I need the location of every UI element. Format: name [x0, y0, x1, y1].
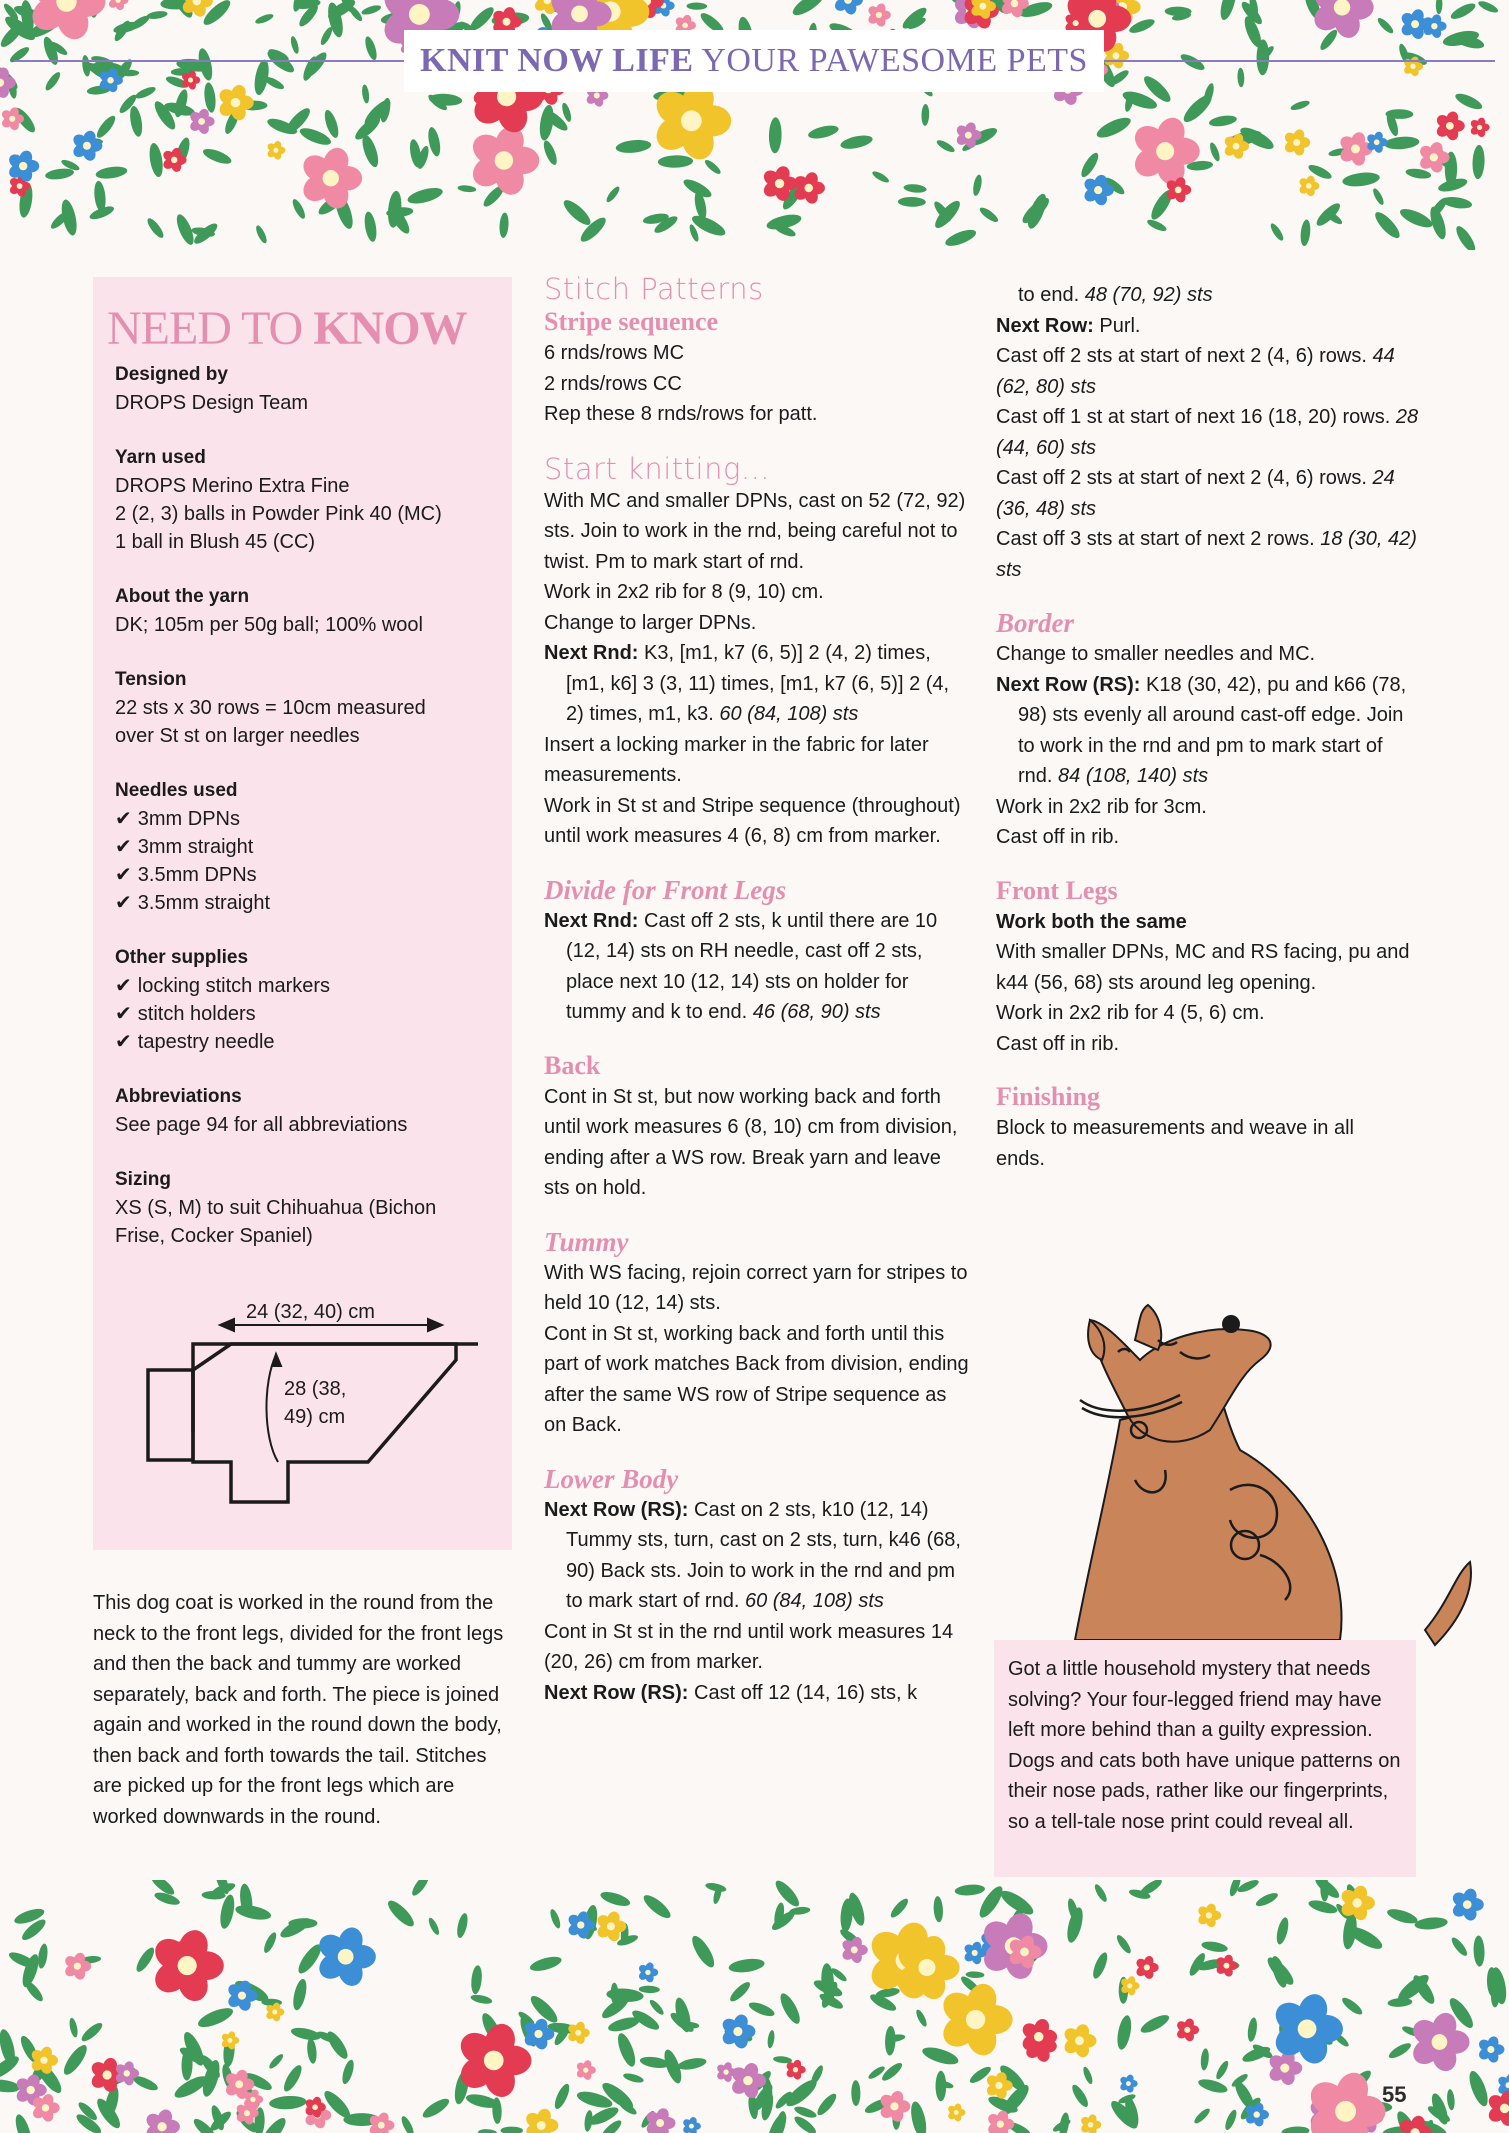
leaf-icon — [777, 1991, 804, 2027]
leaf-icon — [267, 2052, 285, 2070]
leaf-icon — [1340, 1995, 1365, 2017]
tension-line: 22 sts x 30 rows = 10cm measured — [115, 697, 426, 719]
sizing-line: XS (S, M) to suit Chihuahua (Bichon — [115, 1197, 437, 1219]
flower-icon — [575, 2059, 596, 2081]
leaf-icon — [908, 2100, 929, 2133]
leaf-icon — [455, 1912, 469, 1939]
leaf-icon — [1387, 2040, 1413, 2060]
leaf-icon — [1115, 2014, 1134, 2051]
instruction: Cont in St st in the rnd until work measures 14 (20, 26) cm from marker. — [544, 1620, 954, 1673]
flower-icon — [644, 2107, 675, 2133]
leaf-icon — [933, 1896, 944, 1923]
stripe-sequence-heading: Stripe sequence — [544, 307, 719, 336]
leaf-icon — [420, 2095, 452, 2121]
intro-paragraph: This dog coat is worked in the round from the neck to the front legs, divided for the front legs and then the back and tummy are worked separately, back and forth. The piece is joined again and worked in the round down the body, then back and forth towards the tail. Stitches are picked up for the front legs which are worked downwards in the round. — [93, 1592, 504, 1828]
leaf-icon — [583, 2110, 593, 2132]
flower-icon — [840, 1935, 868, 1964]
instruction: Insert a locking marker in the fabric for later measurements. — [544, 733, 929, 786]
instruction-continued: to end. 48 (70, 92) sts — [1018, 284, 1213, 306]
leaf-icon — [218, 1893, 237, 1930]
instruction-divide: Next Rnd: Cast off 2 sts, k until there are 10 (12, 14) sts on RH needle, cast off 2 sts, place next 10 (12, 14) sts on holder for tummy and k to end. 46 (68, 90) sts — [544, 909, 938, 1023]
flower-icon — [1477, 2035, 1505, 2064]
instruction: Work in 2x2 rib for 4 (5, 6) cm. — [996, 1002, 1265, 1024]
page-header — [404, 30, 1104, 92]
flower-icon — [1119, 2074, 1138, 2094]
instruction-next-rnd: Next Rnd: K3, [m1, k7 (6, 5)] 2 (4, 2) times, [m1, k6] 3 (3, 11) times, [m1, k7 (6, 5)] 2 (4, 2) times, m1, k3. 60 (84, 108) sts — [544, 642, 950, 725]
instruction: Change to smaller needles and MC. — [996, 643, 1316, 665]
sizing-label: Sizing — [115, 1169, 171, 1190]
yarn-line: 2 (2, 3) balls in Powder Pink 40 (MC) — [115, 503, 442, 525]
section-title: YOUR PAWESOME PETS — [701, 42, 1088, 79]
front-legs-subheading: Work both the same — [996, 910, 1187, 933]
diagram-width-label: 24 (32, 40) cm — [246, 1301, 375, 1323]
flower-icon — [1134, 1955, 1158, 1980]
leaf-icon — [1115, 1933, 1134, 1955]
shaping: Cast off 1 st at start of next 16 (18, 20) rows. 28 (44, 60) sts — [996, 406, 1419, 459]
instruction: Work in 2x2 rib for 3cm. — [996, 795, 1207, 818]
schematic-diagram — [138, 1262, 478, 1512]
leaf-icon — [747, 2000, 776, 2019]
abbreviations-label: Abbreviations — [115, 1086, 242, 1107]
leaf-icon — [37, 1943, 49, 1969]
about-yarn-label: About the yarn — [115, 586, 250, 607]
magazine-brand: KNIT NOW LIFE — [420, 42, 694, 79]
leaf-icon — [196, 2004, 236, 2031]
leaf-icon — [688, 1933, 718, 1970]
leaf-icon — [888, 1896, 910, 1920]
leaf-icon — [767, 2030, 776, 2049]
instruction-border: Next Row (RS): K18 (30, 42), pu and k66 (78, 98) sts evenly all around cast-off edge. Join to work in the rnd and pm to mark start of rnd. 84 (108, 140) sts — [996, 673, 1407, 787]
leaf-icon — [1138, 2012, 1171, 2036]
leaf-icon — [1093, 1883, 1109, 1904]
leaf-icon — [427, 1916, 441, 1936]
leaf-icon — [1069, 2083, 1090, 2110]
page-number: 55 — [1382, 2082, 1407, 2107]
instruction: With smaller DPNs, MC and RS facing, pu and k44 (56, 68) sts around leg opening. — [996, 941, 1410, 994]
flower-icon — [682, 2116, 701, 2133]
instruction-next-row: Next Row (RS): Cast off 12 (14, 16) sts, k — [544, 1681, 918, 1704]
flower-icon — [314, 1924, 376, 1989]
flower-icon — [63, 1951, 91, 1981]
leaf-icon — [13, 2113, 35, 2133]
border-heading: Border — [996, 608, 1075, 638]
leaf-icon — [1446, 2089, 1455, 2111]
stripe-line: 6 rnds/rows MC — [544, 342, 685, 364]
flower-icon — [937, 1980, 1012, 2059]
leaf-icon — [1466, 2069, 1492, 2109]
leaf-icon — [815, 2091, 840, 2118]
leaf-icon — [1200, 2048, 1210, 2071]
leaf-icon — [1223, 2108, 1239, 2131]
leaf-icon — [1192, 2107, 1211, 2126]
leaf-icon — [954, 1883, 985, 1896]
needles-label: Needles used — [115, 780, 238, 801]
stitch-patterns-heading: Stitch Patterns — [544, 272, 764, 306]
leaf-icon — [79, 2020, 105, 2044]
leaf-icon — [641, 1892, 674, 1922]
instruction: Change to larger DPNs. — [544, 611, 757, 634]
leaf-icon — [639, 1985, 660, 1993]
leaf-icon — [262, 1931, 279, 1955]
needle-item: ✔ 3.5mm straight — [115, 889, 495, 917]
leaf-icon — [281, 2063, 305, 2094]
leaf-icon — [552, 2082, 572, 2111]
leaf-icon — [1214, 2059, 1230, 2081]
instruction: With MC and smaller DPNs, cast on 52 (72, 92) sts. Join to work in the rnd, being careful not to twist. Pm to mark start of rnd. — [544, 489, 966, 573]
leaf-icon — [610, 1983, 618, 2005]
tummy-heading: Tummy — [544, 1226, 629, 1257]
flower-icon — [1450, 1887, 1484, 1922]
flower-icon — [149, 1926, 224, 2005]
abbreviations-value: See page 94 for all abbreviations — [115, 1114, 408, 1136]
shaping: Cast off 2 sts at start of next 2 (4, 6) rows. 24 (36, 48) sts — [996, 467, 1395, 520]
flower-icon — [1175, 2017, 1199, 2042]
divide-heading: Divide for Front Legs — [544, 874, 787, 905]
need-to-know-title: NEED TO KNOW — [107, 302, 467, 355]
diagram-chest-label-2: 49) cm — [284, 1406, 346, 1428]
leaf-icon — [1082, 2066, 1095, 2085]
floral-border-bottom — [0, 1880, 1509, 2133]
instruction: Cast off in rib. — [996, 1032, 1120, 1055]
leaf-icon — [269, 2095, 307, 2110]
leaf-icon — [133, 1945, 157, 1974]
leaf-icon — [622, 2072, 644, 2085]
needle-item: ✔ 3.5mm DPNs — [115, 861, 495, 889]
tension-label: Tension — [115, 669, 187, 690]
diagram-chest-label-1: 28 (38, — [284, 1378, 347, 1400]
leaf-icon — [291, 1978, 309, 2012]
sizing-line: Frise, Cocker Spaniel) — [115, 1225, 313, 1247]
need-to-know-panel — [93, 277, 512, 1550]
front-legs-heading: Front Legs — [996, 875, 1118, 905]
instruction: With WS facing, rejoin correct yarn for stripes to held 10 (12, 14) sts. — [544, 1261, 968, 1314]
mystery-callout — [994, 1640, 1416, 1877]
supply-item: ✔ locking stitch markers — [115, 972, 495, 1000]
leaf-icon — [470, 1993, 493, 2005]
designed-by-label: Designed by — [115, 364, 228, 385]
flower-icon — [1196, 1902, 1221, 1928]
leaf-icon — [1090, 1951, 1110, 1981]
designed-by-value: DROPS Design Team — [115, 392, 309, 414]
flower-icon — [1062, 2022, 1097, 2059]
leaf-icon — [851, 2080, 860, 2106]
leaf-icon — [599, 2079, 637, 2113]
leaf-icon — [614, 2031, 638, 2068]
back-heading: Back — [544, 1050, 601, 1080]
instruction-purl: Next Row: Purl. — [996, 314, 1141, 337]
leaf-icon — [599, 1889, 632, 1909]
flower-icon — [1079, 2113, 1101, 2133]
stripe-line: Rep these 8 rnds/rows for patt. — [544, 403, 818, 425]
flower-icon — [947, 2103, 966, 2123]
pattern-column-2 — [544, 272, 969, 1708]
leaf-icon — [68, 2017, 79, 2038]
shaping: Cast off 3 sts at start of next 2 rows. 18 (30, 42) sts — [996, 528, 1417, 581]
flower-icon — [220, 2030, 239, 2050]
leaf-icon — [470, 1965, 483, 1995]
instruction: Cont in St st, working back and forth until this part of work matches Back from division, ending after the same WS row of Stripe sequence as on Back. — [544, 1322, 969, 1436]
leaf-icon — [1281, 2126, 1310, 2133]
yarn-used-label: Yarn used — [115, 447, 206, 468]
leaf-icon — [1449, 1935, 1469, 1958]
leaf-icon — [409, 1880, 431, 1898]
instruction: Cont in St st, but now working back and forth until work measures 6 (8, 10) cm from division, ending after a WS row. Break yarn and leave sts on hold. — [544, 1085, 958, 1199]
needle-item: ✔ 3mm straight — [115, 833, 495, 861]
needle-item: ✔ 3mm DPNs — [115, 805, 495, 833]
flower-icon — [226, 1979, 258, 2012]
finishing-heading: Finishing — [996, 1082, 1101, 1111]
leaf-icon — [1201, 1940, 1229, 1954]
leaf-icon — [385, 1897, 418, 1930]
leaf-icon — [1275, 1916, 1291, 1945]
yarn-line: 1 ball in Blush 45 (CC) — [115, 531, 316, 553]
pattern-column-3 — [996, 280, 1421, 1174]
leaf-icon — [399, 2115, 416, 2133]
leaf-icon — [728, 1979, 753, 2004]
stripe-line: 2 rnds/rows CC — [544, 372, 682, 395]
start-knitting-heading: Start knitting... — [544, 451, 771, 486]
leaf-icon — [1307, 1898, 1338, 1916]
leaf-icon — [1473, 1935, 1485, 1967]
leaf-icon — [340, 2058, 356, 2085]
leaf-icon — [914, 2008, 928, 2028]
instruction: Block to measurements and weave in all ends. — [996, 1117, 1354, 1170]
header-rule-left — [14, 60, 406, 62]
leaf-icon — [1387, 1997, 1412, 2007]
instruction-lower: Next Row (RS): Cast on 2 sts, k10 (12, 14) Tummy sts, turn, cast on 2 sts, turn, k46 (68, 90) Back sts. Join to work in the rnd and pm to mark start of rnd. 60 (84, 108) sts — [544, 1498, 961, 1612]
leaf-icon — [548, 1908, 562, 1930]
leaf-icon — [648, 1998, 666, 2017]
leaf-icon — [965, 1971, 984, 1978]
yarn-line: DROPS Merino Extra Fine — [115, 475, 350, 497]
leaf-icon — [728, 1957, 766, 1974]
leaf-icon — [1386, 1906, 1420, 1926]
flower-icon — [963, 1941, 987, 1966]
leaf-icon — [500, 2127, 523, 2133]
flower-icon — [1304, 2069, 1385, 2133]
instruction: Work in St st and Stripe sequence (throughout) until work measures 4 (6, 8) cm from marker. — [544, 794, 961, 847]
leaf-icon — [880, 2060, 905, 2083]
leaf-icon — [920, 2044, 960, 2068]
header-rule-right — [1102, 60, 1495, 62]
leaf-icon — [234, 1903, 272, 1923]
leaf-icon — [324, 2029, 351, 2062]
supplies-label: Other supplies — [115, 947, 249, 968]
lower-body-heading: Lower Body — [544, 1463, 679, 1494]
tension-line: over St st on larger needles — [115, 725, 360, 747]
leaf-icon — [1246, 2017, 1258, 2042]
flower-icon — [523, 2107, 558, 2133]
flower-icon — [144, 2108, 180, 2133]
shaping: Cast off 2 sts at start of next 2 (4, 6) rows. 44 (62, 80) sts — [996, 345, 1395, 398]
instruction: Cast off in rib. — [996, 826, 1120, 848]
leaf-icon — [60, 2042, 91, 2078]
dog-illustration — [1030, 1300, 1480, 1680]
mystery-text: Got a little household mystery that needs solving? Your four-legged friend may have left more behind than a guilty expression. Dogs and cats both have unique patterns on their nose pads, rather like our fingerprints, so a tell-tale nose print could reveal all. — [1008, 1658, 1401, 1833]
leaf-icon — [306, 2038, 318, 2065]
supply-item: ✔ stitch holders — [115, 1000, 495, 1028]
about-yarn-value: DK; 105m per 50g ball; 100% wool — [115, 614, 423, 636]
instruction: Work in 2x2 rib for 8 (9, 10) cm. — [544, 581, 824, 603]
leaf-icon — [528, 1954, 563, 1974]
leaf-icon — [677, 2056, 708, 2072]
leaf-icon — [772, 1880, 802, 1910]
supply-item: ✔ tapestry needle — [115, 1028, 495, 1056]
flower-icon — [1486, 2089, 1509, 2128]
leaf-icon — [1254, 1891, 1279, 1909]
flower-icon — [637, 1961, 658, 1983]
leaf-icon — [1197, 2077, 1229, 2096]
leaf-icon — [478, 2129, 497, 2133]
leaf-icon — [1414, 1916, 1448, 1931]
